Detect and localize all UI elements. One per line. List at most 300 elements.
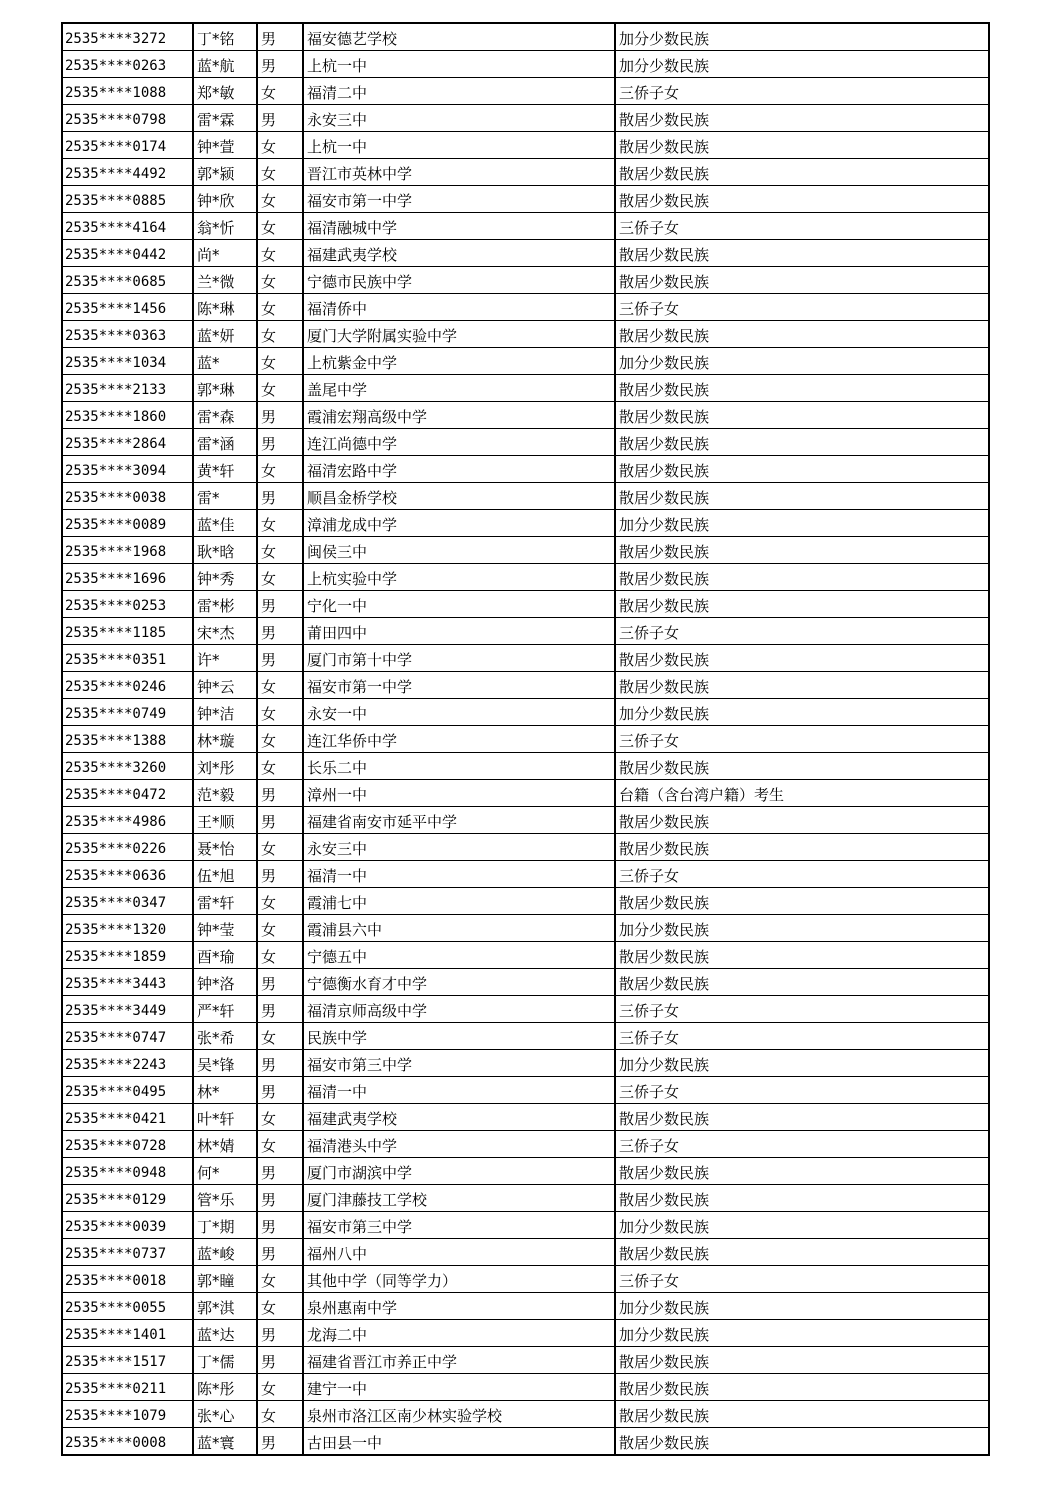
category-cell: 散居少数民族: [615, 672, 989, 699]
exam-id-cell: 2535****0351: [62, 645, 193, 672]
gender-cell: 男: [257, 1185, 303, 1212]
name-cell: 尚*: [193, 240, 257, 267]
gender-cell: 女: [257, 834, 303, 861]
table-row: [62, 807, 989, 834]
school-cell: 永安一中: [303, 699, 615, 726]
name-cell: 翁*忻: [193, 213, 257, 240]
gender-cell: 女: [257, 456, 303, 483]
table-row: [62, 213, 989, 240]
exam-id-cell: 2535****0226: [62, 834, 193, 861]
exam-id-cell: 2535****1859: [62, 942, 193, 969]
name-cell: 陈*彤: [193, 1374, 257, 1401]
gender-cell: 女: [257, 375, 303, 402]
exam-id-cell: 2535****0018: [62, 1266, 193, 1293]
exam-id-cell: 2535****1401: [62, 1320, 193, 1347]
school-cell: 福建省南安市延平中学: [303, 807, 615, 834]
table-row: [62, 618, 989, 645]
name-cell: 雷*霖: [193, 105, 257, 132]
gender-cell: 女: [257, 672, 303, 699]
exam-id-cell: 2535****1088: [62, 78, 193, 105]
category-cell: 三侨子女: [615, 861, 989, 888]
exam-id-cell: 2535****0885: [62, 186, 193, 213]
exam-id-cell: 2535****0129: [62, 1185, 193, 1212]
school-cell: 龙海二中: [303, 1320, 615, 1347]
name-cell: 钟*云: [193, 672, 257, 699]
gender-cell: 男: [257, 1428, 303, 1456]
gender-cell: 女: [257, 159, 303, 186]
school-cell: 盖尾中学: [303, 375, 615, 402]
exam-id-cell: 2535****1320: [62, 915, 193, 942]
category-cell: 三侨子女: [615, 1023, 989, 1050]
category-cell: 三侨子女: [615, 1131, 989, 1158]
gender-cell: 男: [257, 591, 303, 618]
category-cell: 散居少数民族: [615, 591, 989, 618]
category-cell: 散居少数民族: [615, 564, 989, 591]
name-cell: 林*璇: [193, 726, 257, 753]
name-cell: 叶*轩: [193, 1104, 257, 1131]
category-cell: 加分少数民族: [615, 699, 989, 726]
name-cell: 陈*琳: [193, 294, 257, 321]
exam-id-cell: 2535****0737: [62, 1239, 193, 1266]
exam-id-cell: 2535****2243: [62, 1050, 193, 1077]
exam-id-cell: 2535****1696: [62, 564, 193, 591]
exam-id-cell: 2535****0472: [62, 780, 193, 807]
exam-id-cell: 2535****4492: [62, 159, 193, 186]
category-cell: 三侨子女: [615, 996, 989, 1023]
gender-cell: 男: [257, 618, 303, 645]
gender-cell: 男: [257, 1239, 303, 1266]
category-cell: 散居少数民族: [615, 159, 989, 186]
school-cell: 福清融城中学: [303, 213, 615, 240]
exam-id-cell: 2535****0948: [62, 1158, 193, 1185]
name-cell: 酉*瑜: [193, 942, 257, 969]
gender-cell: 女: [257, 240, 303, 267]
school-cell: 上杭实验中学: [303, 564, 615, 591]
exam-id-cell: 2535****1968: [62, 537, 193, 564]
exam-id-cell: 2535****0363: [62, 321, 193, 348]
name-cell: 蓝*: [193, 348, 257, 375]
school-cell: 福安德艺学校: [303, 23, 615, 51]
category-cell: 散居少数民族: [615, 429, 989, 456]
exam-id-cell: 2535****0421: [62, 1104, 193, 1131]
school-cell: 福清侨中: [303, 294, 615, 321]
gender-cell: 男: [257, 645, 303, 672]
table-row: [62, 510, 989, 537]
table-row: [62, 1158, 989, 1185]
name-cell: 兰*微: [193, 267, 257, 294]
school-cell: 厦门市第十中学: [303, 645, 615, 672]
exam-id-cell: 2535****0174: [62, 132, 193, 159]
name-cell: 刘*彤: [193, 753, 257, 780]
category-cell: 散居少数民族: [615, 1374, 989, 1401]
name-cell: 蓝*妍: [193, 321, 257, 348]
category-cell: 三侨子女: [615, 726, 989, 753]
school-cell: 古田县一中: [303, 1428, 615, 1456]
name-cell: 林*: [193, 1077, 257, 1104]
exam-id-cell: 2535****1388: [62, 726, 193, 753]
table-row: [62, 321, 989, 348]
exam-id-cell: 2535****3443: [62, 969, 193, 996]
table-row: [62, 1374, 989, 1401]
school-cell: 福安市第三中学: [303, 1050, 615, 1077]
category-cell: 散居少数民族: [615, 375, 989, 402]
table-row: [62, 1077, 989, 1104]
gender-cell: 男: [257, 780, 303, 807]
exam-id-cell: 2535****3449: [62, 996, 193, 1023]
exam-id-cell: 2535****2864: [62, 429, 193, 456]
exam-id-cell: 2535****1860: [62, 402, 193, 429]
category-cell: 散居少数民族: [615, 537, 989, 564]
gender-cell: 男: [257, 969, 303, 996]
table-row: [62, 483, 989, 510]
table-row: [62, 159, 989, 186]
school-cell: 民族中学: [303, 1023, 615, 1050]
school-cell: 上杭一中: [303, 132, 615, 159]
school-cell: 福建武夷学校: [303, 1104, 615, 1131]
name-cell: 钟*萱: [193, 132, 257, 159]
school-cell: 厦门市湖滨中学: [303, 1158, 615, 1185]
gender-cell: 男: [257, 1320, 303, 1347]
table-row: [62, 105, 989, 132]
table-row: [62, 23, 989, 51]
gender-cell: 男: [257, 1347, 303, 1374]
gender-cell: 女: [257, 78, 303, 105]
exam-id-cell: 2535****4164: [62, 213, 193, 240]
gender-cell: 男: [257, 402, 303, 429]
name-cell: 钟*洁: [193, 699, 257, 726]
table-row: [62, 915, 989, 942]
gender-cell: 女: [257, 1374, 303, 1401]
table-row: [62, 888, 989, 915]
category-cell: 散居少数民族: [615, 969, 989, 996]
name-cell: 雷*: [193, 483, 257, 510]
school-cell: 霞浦宏翔高级中学: [303, 402, 615, 429]
gender-cell: 女: [257, 186, 303, 213]
category-cell: 三侨子女: [615, 78, 989, 105]
exam-id-cell: 2535****0442: [62, 240, 193, 267]
exam-id-cell: 2535****0685: [62, 267, 193, 294]
table-row: [62, 672, 989, 699]
name-cell: 聂*怡: [193, 834, 257, 861]
school-cell: 宁德五中: [303, 942, 615, 969]
name-cell: 耿*晗: [193, 537, 257, 564]
gender-cell: 男: [257, 429, 303, 456]
category-cell: 散居少数民族: [615, 456, 989, 483]
exam-id-cell: 2535****0347: [62, 888, 193, 915]
category-cell: 散居少数民族: [615, 267, 989, 294]
gender-cell: 女: [257, 564, 303, 591]
gender-cell: 女: [257, 915, 303, 942]
category-cell: 散居少数民族: [615, 105, 989, 132]
table-row: [62, 51, 989, 78]
gender-cell: 男: [257, 105, 303, 132]
school-cell: 晋江市英林中学: [303, 159, 615, 186]
gender-cell: 女: [257, 510, 303, 537]
name-cell: 吴*锋: [193, 1050, 257, 1077]
name-cell: 蓝*峻: [193, 1239, 257, 1266]
table-row: [62, 267, 989, 294]
school-cell: 厦门大学附属实验中学: [303, 321, 615, 348]
table-row: [62, 726, 989, 753]
gender-cell: 女: [257, 537, 303, 564]
table-row: [62, 753, 989, 780]
exam-id-cell: 2535****0749: [62, 699, 193, 726]
category-cell: 散居少数民族: [615, 1158, 989, 1185]
gender-cell: 男: [257, 807, 303, 834]
category-cell: 台籍（含台湾户籍）考生: [615, 780, 989, 807]
exam-id-cell: 2535****1185: [62, 618, 193, 645]
table-row: [62, 969, 989, 996]
gender-cell: 女: [257, 321, 303, 348]
school-cell: 宁德市民族中学: [303, 267, 615, 294]
category-cell: 三侨子女: [615, 1077, 989, 1104]
school-cell: 顺昌金桥学校: [303, 483, 615, 510]
school-cell: 永安三中: [303, 834, 615, 861]
name-cell: 蓝*航: [193, 51, 257, 78]
exam-id-cell: 2535****4986: [62, 807, 193, 834]
category-cell: 散居少数民族: [615, 645, 989, 672]
school-cell: 长乐二中: [303, 753, 615, 780]
gender-cell: 女: [257, 267, 303, 294]
table-row: [62, 375, 989, 402]
name-cell: 郭*淇: [193, 1293, 257, 1320]
name-cell: 林*婧: [193, 1131, 257, 1158]
school-cell: 建宁一中: [303, 1374, 615, 1401]
school-cell: 霞浦七中: [303, 888, 615, 915]
category-cell: 散居少数民族: [615, 888, 989, 915]
school-cell: 福建武夷学校: [303, 240, 615, 267]
table-row: [62, 240, 989, 267]
table-row: [62, 996, 989, 1023]
exam-id-cell: 2535****0747: [62, 1023, 193, 1050]
school-cell: 上杭紫金中学: [303, 348, 615, 375]
roster-table: [61, 22, 990, 1456]
table-row: [62, 1131, 989, 1158]
exam-id-cell: 2535****0211: [62, 1374, 193, 1401]
table-row: [62, 1428, 989, 1456]
gender-cell: 男: [257, 1158, 303, 1185]
category-cell: 散居少数民族: [615, 1347, 989, 1374]
school-cell: 福清一中: [303, 861, 615, 888]
table-row: [62, 1347, 989, 1374]
school-cell: 闽侯三中: [303, 537, 615, 564]
exam-id-cell: 2535****0728: [62, 1131, 193, 1158]
school-cell: 福清宏路中学: [303, 456, 615, 483]
exam-id-cell: 2535****0253: [62, 591, 193, 618]
category-cell: 加分少数民族: [615, 1050, 989, 1077]
school-cell: 福清二中: [303, 78, 615, 105]
gender-cell: 女: [257, 1104, 303, 1131]
category-cell: 三侨子女: [615, 618, 989, 645]
gender-cell: 男: [257, 23, 303, 51]
name-cell: 宋*杰: [193, 618, 257, 645]
category-cell: 散居少数民族: [615, 942, 989, 969]
category-cell: 加分少数民族: [615, 1212, 989, 1239]
gender-cell: 女: [257, 348, 303, 375]
table-row: [62, 1293, 989, 1320]
gender-cell: 男: [257, 861, 303, 888]
exam-id-cell: 2535****0055: [62, 1293, 193, 1320]
category-cell: 散居少数民族: [615, 402, 989, 429]
name-cell: 雷*森: [193, 402, 257, 429]
table-row: [62, 1320, 989, 1347]
table-row: [62, 456, 989, 483]
table-row: [62, 645, 989, 672]
exam-id-cell: 2535****2133: [62, 375, 193, 402]
school-cell: 福清京师高级中学: [303, 996, 615, 1023]
table-row: [62, 186, 989, 213]
name-cell: 郭*颍: [193, 159, 257, 186]
school-cell: 其他中学（同等学力）: [303, 1266, 615, 1293]
table-row: [62, 402, 989, 429]
gender-cell: 女: [257, 699, 303, 726]
exam-id-cell: 2535****0263: [62, 51, 193, 78]
name-cell: 钟*莹: [193, 915, 257, 942]
name-cell: 王*顺: [193, 807, 257, 834]
exam-id-cell: 2535****1456: [62, 294, 193, 321]
school-cell: 宁德衡水育才中学: [303, 969, 615, 996]
gender-cell: 男: [257, 1212, 303, 1239]
name-cell: 严*轩: [193, 996, 257, 1023]
name-cell: 雷*轩: [193, 888, 257, 915]
category-cell: 加分少数民族: [615, 915, 989, 942]
school-cell: 泉州市洛江区南少林实验学校: [303, 1401, 615, 1428]
name-cell: 郭*琳: [193, 375, 257, 402]
gender-cell: 女: [257, 1293, 303, 1320]
category-cell: 散居少数民族: [615, 240, 989, 267]
school-cell: 连江华侨中学: [303, 726, 615, 753]
gender-cell: 女: [257, 1401, 303, 1428]
name-cell: 丁*儒: [193, 1347, 257, 1374]
exam-id-cell: 2535****0798: [62, 105, 193, 132]
table-row: [62, 1239, 989, 1266]
table-row: [62, 699, 989, 726]
category-cell: 散居少数民族: [615, 1428, 989, 1456]
school-cell: 泉州惠南中学: [303, 1293, 615, 1320]
table-row: [62, 348, 989, 375]
gender-cell: 女: [257, 132, 303, 159]
table-row: [62, 294, 989, 321]
name-cell: 伍*旭: [193, 861, 257, 888]
school-cell: 福建省晋江市养正中学: [303, 1347, 615, 1374]
school-cell: 福清一中: [303, 1077, 615, 1104]
name-cell: 钟*欣: [193, 186, 257, 213]
school-cell: 福安市第一中学: [303, 672, 615, 699]
school-cell: 上杭一中: [303, 51, 615, 78]
gender-cell: 女: [257, 753, 303, 780]
table-row: [62, 1050, 989, 1077]
school-cell: 漳浦龙成中学: [303, 510, 615, 537]
category-cell: 散居少数民族: [615, 1239, 989, 1266]
name-cell: 范*毅: [193, 780, 257, 807]
exam-id-cell: 2535****3272: [62, 23, 193, 51]
name-cell: 蓝*佳: [193, 510, 257, 537]
category-cell: 散居少数民族: [615, 1401, 989, 1428]
name-cell: 钟*洛: [193, 969, 257, 996]
exam-id-cell: 2535****1034: [62, 348, 193, 375]
gender-cell: 女: [257, 1266, 303, 1293]
table-row: [62, 942, 989, 969]
category-cell: 散居少数民族: [615, 132, 989, 159]
name-cell: 管*乐: [193, 1185, 257, 1212]
category-cell: 散居少数民族: [615, 834, 989, 861]
table-row: [62, 1401, 989, 1428]
exam-id-cell: 2535****0636: [62, 861, 193, 888]
roster-table-body: [62, 23, 989, 1455]
exam-id-cell: 2535****3260: [62, 753, 193, 780]
name-cell: 丁*期: [193, 1212, 257, 1239]
gender-cell: 女: [257, 1131, 303, 1158]
table-row: [62, 1185, 989, 1212]
gender-cell: 女: [257, 888, 303, 915]
name-cell: 郑*敏: [193, 78, 257, 105]
category-cell: 散居少数民族: [615, 186, 989, 213]
exam-id-cell: 2535****0038: [62, 483, 193, 510]
exam-id-cell: 2535****1079: [62, 1401, 193, 1428]
category-cell: 三侨子女: [615, 213, 989, 240]
category-cell: 加分少数民族: [615, 1293, 989, 1320]
category-cell: 加分少数民族: [615, 510, 989, 537]
table-row: [62, 591, 989, 618]
school-cell: 福清港头中学: [303, 1131, 615, 1158]
gender-cell: 男: [257, 483, 303, 510]
school-cell: 宁化一中: [303, 591, 615, 618]
category-cell: 加分少数民族: [615, 23, 989, 51]
school-cell: 厦门津藤技工学校: [303, 1185, 615, 1212]
category-cell: 三侨子女: [615, 294, 989, 321]
school-cell: 漳州一中: [303, 780, 615, 807]
category-cell: 加分少数民族: [615, 1320, 989, 1347]
category-cell: 散居少数民族: [615, 753, 989, 780]
school-cell: 福州八中: [303, 1239, 615, 1266]
exam-id-cell: 2535****0089: [62, 510, 193, 537]
table-row: [62, 1266, 989, 1293]
exam-id-cell: 2535****0039: [62, 1212, 193, 1239]
table-row: [62, 429, 989, 456]
category-cell: 三侨子女: [615, 1266, 989, 1293]
category-cell: 散居少数民族: [615, 1104, 989, 1131]
table-row: [62, 1023, 989, 1050]
school-cell: 福安市第一中学: [303, 186, 615, 213]
name-cell: 张*心: [193, 1401, 257, 1428]
gender-cell: 女: [257, 942, 303, 969]
name-cell: 何*: [193, 1158, 257, 1185]
category-cell: 散居少数民族: [615, 807, 989, 834]
name-cell: 郭*瞳: [193, 1266, 257, 1293]
school-cell: 莆田四中: [303, 618, 615, 645]
table-row: [62, 861, 989, 888]
table-row: [62, 132, 989, 159]
school-cell: 连江尚德中学: [303, 429, 615, 456]
table-row: [62, 78, 989, 105]
category-cell: 散居少数民族: [615, 483, 989, 510]
gender-cell: 女: [257, 1023, 303, 1050]
name-cell: 丁*铭: [193, 23, 257, 51]
name-cell: 雷*涵: [193, 429, 257, 456]
exam-id-cell: 2535****3094: [62, 456, 193, 483]
table-row: [62, 834, 989, 861]
name-cell: 钟*秀: [193, 564, 257, 591]
category-cell: 散居少数民族: [615, 321, 989, 348]
exam-id-cell: 2535****0246: [62, 672, 193, 699]
exam-id-cell: 2535****0008: [62, 1428, 193, 1456]
table-row: [62, 1104, 989, 1131]
table-row: [62, 564, 989, 591]
name-cell: 蓝*寰: [193, 1428, 257, 1456]
gender-cell: 男: [257, 51, 303, 78]
category-cell: 散居少数民族: [615, 1185, 989, 1212]
school-cell: 福安市第三中学: [303, 1212, 615, 1239]
